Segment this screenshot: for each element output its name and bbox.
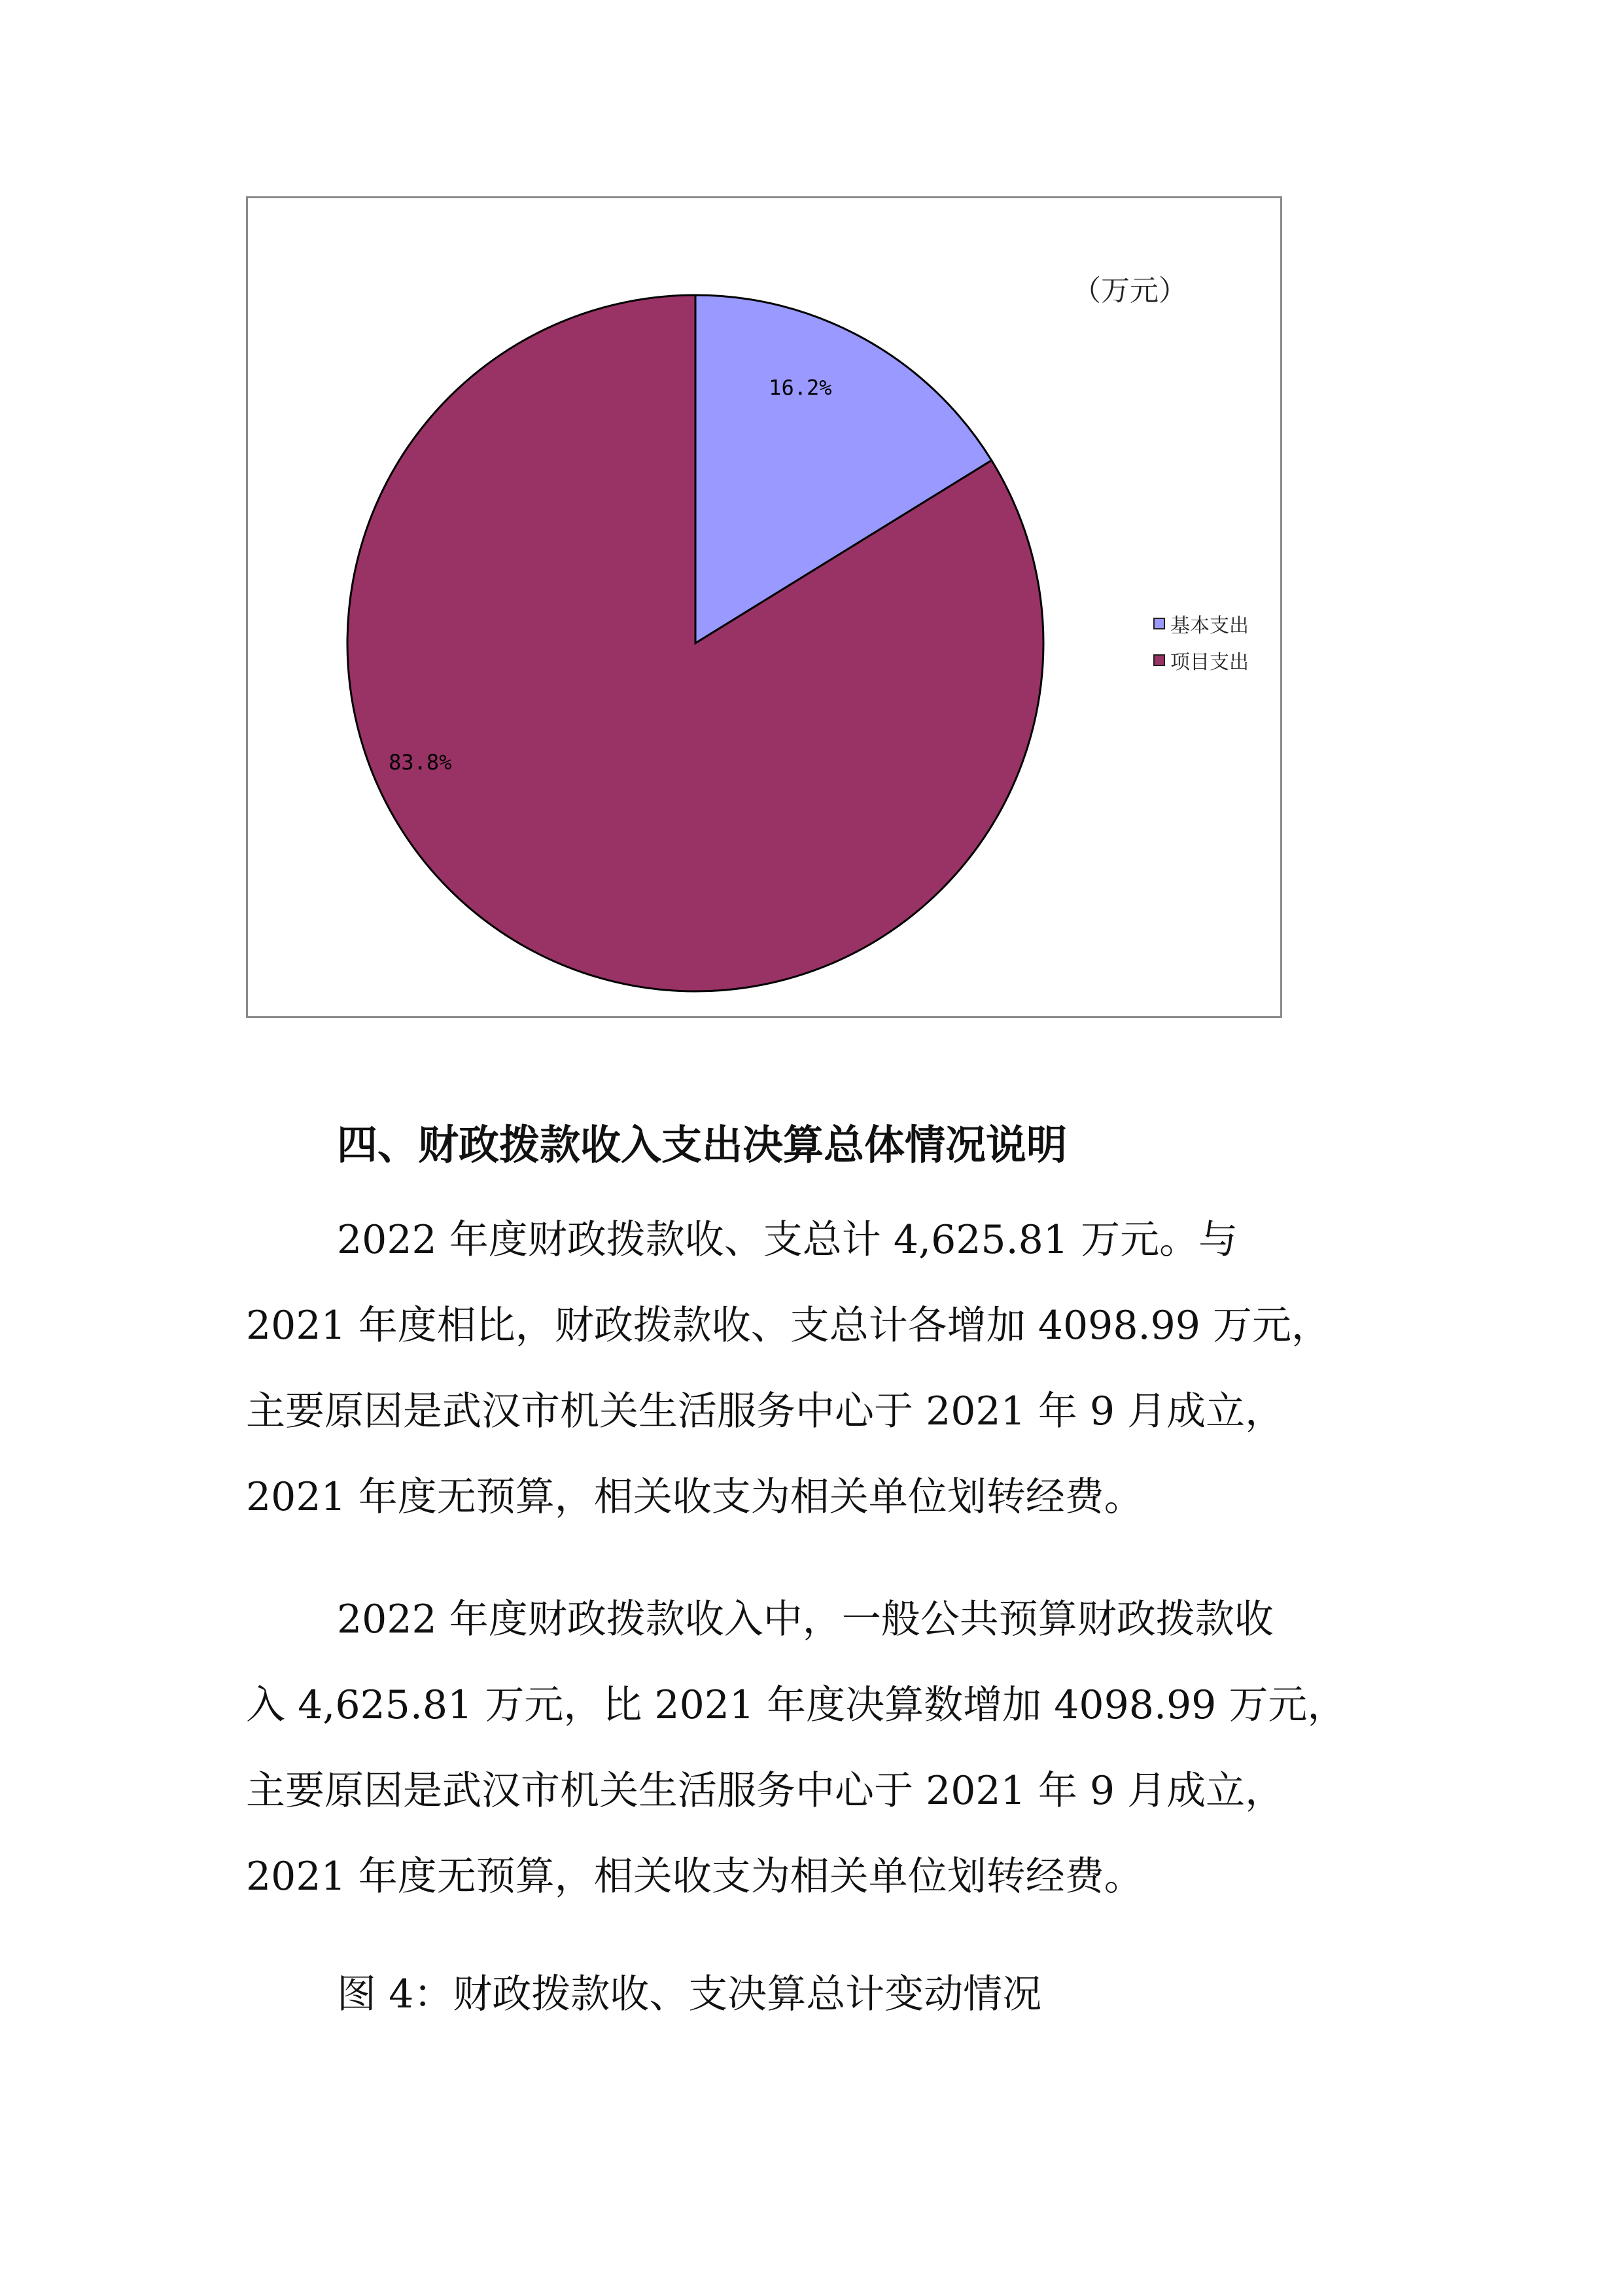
paragraph-2-line: 2022 年度财政拨款收入中，一般公共预算财政拨款收 — [337, 1597, 1274, 1642]
pie-data-label-1: 83.8% — [389, 749, 452, 775]
paragraph-1-line: 2021 年度相比，财政拨款收、支总计各增加 4098.99 万元， — [246, 1303, 1331, 1349]
paragraph-2-line: 主要原因是武汉市机关生活服务中心于 2021 年 9 月成立， — [246, 1768, 1285, 1814]
legend-item-project — [1153, 647, 1249, 673]
legend-label-basic: 基本支出 — [1170, 614, 1249, 637]
section-heading: 四、财政拨款收入支出决算总体情况说明 — [337, 1121, 1068, 1169]
paragraph-1 — [246, 1197, 1423, 1540]
paragraph-1-line: 2022 年度财政拨款收、支总计 4,625.81 万元。与 — [337, 1217, 1238, 1263]
paragraph-1-line: 主要原因是武汉市机关生活服务中心于 2021 年 9 月成立， — [246, 1388, 1285, 1434]
paragraph-2-line: 入 4,625.81 万元，比 2021 年度决算数增加 4098.99 万元， — [246, 1682, 1347, 1728]
chart-legend — [1153, 610, 1249, 684]
figure-caption: 图 4：财政拨款收、支决算总计变动情况 — [337, 1971, 1042, 2017]
unit-label: （万元） — [1072, 274, 1187, 308]
legend-swatch-basic — [1153, 618, 1165, 629]
paragraph-2-line: 2021 年度无预算，相关收支为相关单位划转经费。 — [246, 1854, 1143, 1899]
pie-chart-frame — [246, 196, 1282, 1018]
paragraph-1-line: 2021 年度无预算，相关收支为相关单位划转经费。 — [246, 1474, 1143, 1520]
pie-data-label-0: 16.2% — [769, 375, 832, 400]
legend-item-basic — [1153, 610, 1249, 637]
legend-label-project: 项目支出 — [1170, 651, 1249, 674]
paragraph-2 — [246, 1577, 1423, 1920]
legend-swatch-project — [1153, 654, 1165, 666]
pie-chart — [248, 198, 1284, 1020]
